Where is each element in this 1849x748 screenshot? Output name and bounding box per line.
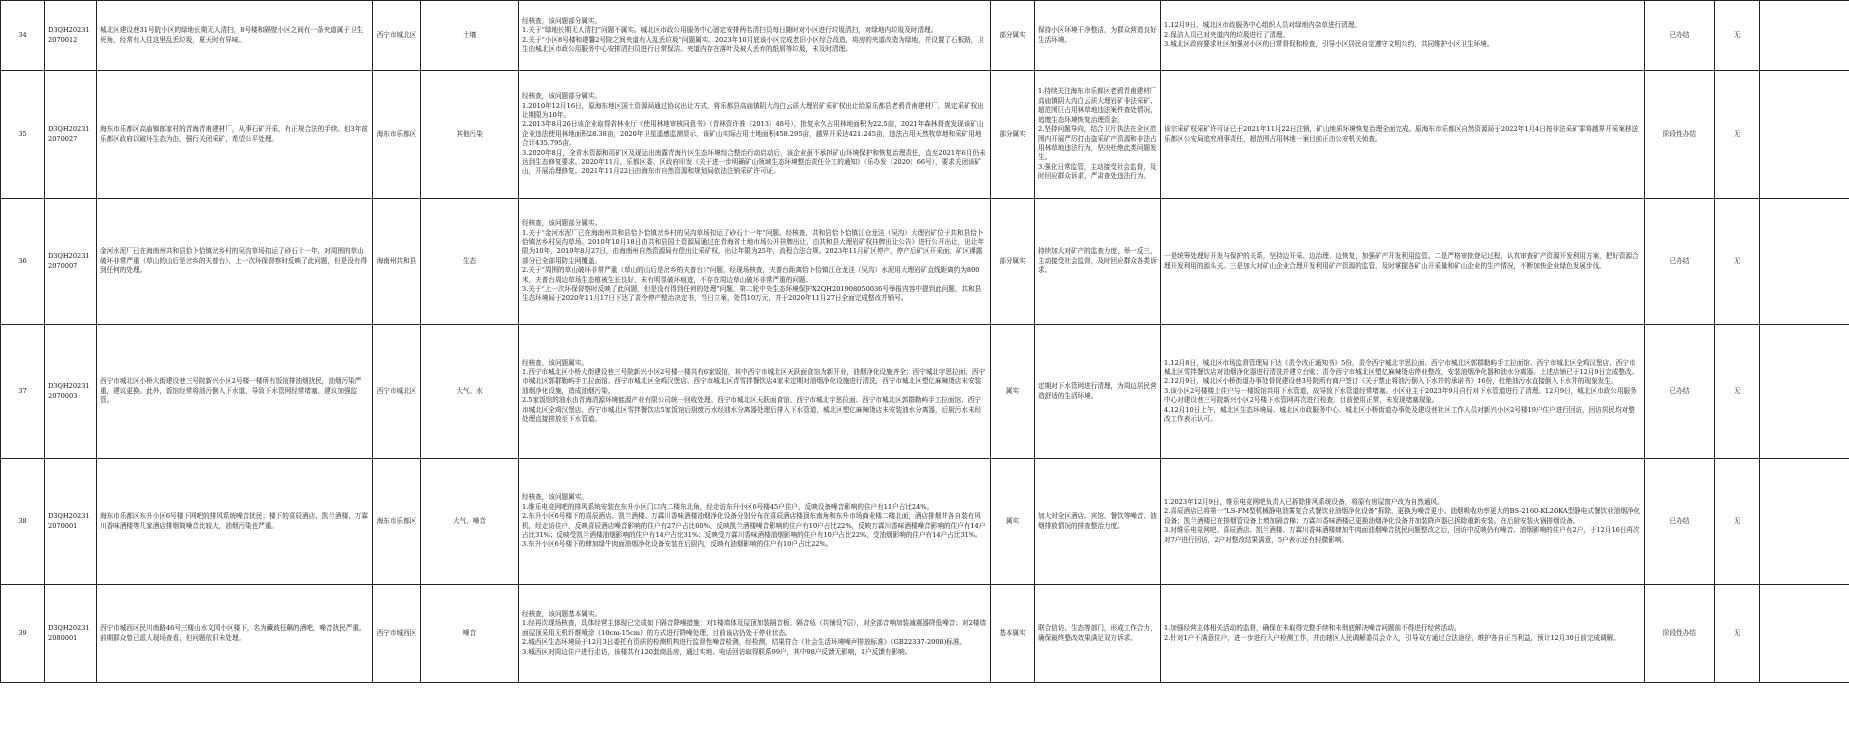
table-row: [1, 71, 1849, 199]
accountability: 无: [1715, 199, 1760, 325]
admin-area: 西宁市城北区: [373, 325, 421, 459]
blank-margin-cell: [1760, 1, 1849, 71]
investigation-findings-line: 2.关于“小区8号楼和建馨2号院之间夹道有人乱丢垃圾”问题属实。2023年10月底该小区完成老旧小区综合改造，将房的夹道改造为绿地，并设置了石板路，卫生由城北区市政公用服务中心安排清扫员进行日常保洁。夹道内存在落叶及被人丢弃的纸屑等垃圾，未及时清理。: [522, 35, 984, 53]
table-row: [1, 325, 1849, 459]
case-code: D3QH202312070007: [45, 199, 97, 325]
admin-area: 西宁市城西区: [373, 585, 421, 683]
investigation-findings: [519, 459, 991, 585]
investigation-findings-line: 经核查，该问题部分属实。: [522, 219, 602, 228]
investigation-findings-line: 2.城西区生态环境局于12月3日委托有资质的检测机构进行监督性噪音检测，经检测，结果符合《社会生活环境噪声排放标准》（GB22337-2008)标准。: [522, 638, 967, 647]
accountability: 无: [1715, 459, 1760, 585]
investigation-findings-line: 1.关于“金河水泥厂已在海南州共和县恰卜恰镇岔乡村的吴沟草场扣运了砂石十一年”问题。经核查，共和县恰卜恰镇江仓龙洼（吴沟）大理岩矿位于共和县恰卜恰镇岔乡村吴沟草场。2010年10月18日由共和县国土资源局通过在青海省土地市场公开挂牌出让，由共和县大理岩矿权挂牌出让公告》进行公开出让，出让年限为10年，2019年8月27日，由海南州自然资源局有偿出让采矿权，出让年限为25年，流程合法合规。2023年11月矿区停产，停产后矿区开采面、矿区裸露部分已全部用防尘网覆盖。: [522, 228, 985, 265]
blank-margin-cell: [1760, 459, 1849, 585]
admin-area: 海南州共和县: [373, 199, 421, 325]
rectification-progress: [1161, 459, 1645, 585]
rectification-progress-line: 2.喜辰酒店已将第一“LS-FM型机械静电油雾复合式餐饮业油烟净化设备”拆除，更换为噪音更小、油烟吸收功率更大的BS-2160-KL20KA型静电式餐饮业油烟净化设备；凯兰酒楼已在排烟管设备上增加隔音棉；万霖川香味酒楼已更换油烟净化设备并加装降声器已拆除重新安装。在后厨安装火锅排烟设备。: [1164, 507, 1641, 525]
measures: 保持小区环境干净整洁，为群众营造良好生活环境。: [1035, 1, 1161, 71]
admin-area: 海东市乐都区: [373, 459, 421, 585]
case-code: D3QH202312070012: [45, 1, 97, 71]
investigation-findings-line: 经核查，该问题属实。: [522, 358, 588, 367]
row-number: 37: [1, 325, 45, 459]
row-number: 39: [1, 585, 45, 683]
status: 阶段性办结: [1645, 71, 1715, 199]
rectification-progress-line: 1.12月9日，城北区市政服务中心组织人员对绿地内杂草进行清理。: [1164, 21, 1361, 30]
table-row: [1, 585, 1849, 683]
investigation-findings-line: 2.东升小区6号楼下的喜辰酒店、凯兰酒楼、万霖川香味酒楼油烟净化设备分别分布在喜辰酒店楼顶东南角和东升市场商业楼二楼北面，酒店排烟并各自装有风机，经走访住户，反映喜辰酒店噪音影响的住户有27户占比60%，反映凯兰酒楼噪音影响的住户有10户占比22%，反映万霖川香味酒楼噪音影响的住户有14户占比31%；反映受凯兰酒楼油烟影响的住户有14户占比31%；反映受万霖川香味酒楼油烟影响的住户有10户占比22%，受油烟影响的住户有14户占比31%。: [522, 512, 986, 539]
investigation-findings: [519, 71, 991, 199]
accountability: 无: [1715, 1, 1760, 71]
investigation-findings-line: 1.经再次现场核查，具体经营主体现已完成如下隔音降噪措施：对1楼墙体及屋顶加装隔音板、隔音毡（共铺设7层），对全部音响加装减震器降低噪音；对2楼墙面屋顶采用无机纤维喷涂（10cm-15cm）的方式进行降噪处理，目前该店仍处于停业状态。: [522, 619, 986, 637]
complaint-content: 城北区建设巷31号院小区的绿地长期无人清扫，8号楼和隔壁小区之间有一条夹道属于卫生死角，经常有人往这里乱丢垃圾，夏天时有异味。: [97, 1, 373, 71]
verdict: 部分属实: [991, 199, 1035, 325]
investigation-findings-line: 1.西宁市城北区小桥大街建设巷三号院新兴小区2号楼一楼共有6家饭馆，其中西宁市城北区天跃面食馆为新开业，油烟净化设施齐全；西宁城北宇思拉面、西宁市城北区郭群勒屿手工拉面馆、西宁市城北区全鸡汉堡店、西宁市城北区青雪拌餐饮店4家未定期对油烟净化设施进行清洗，西宁市城北区塑亿麻辣烫店未安装油烟净化设施，造成油烟污染。: [522, 367, 986, 395]
row-number: 36: [1, 199, 45, 325]
pollution-type: 噪音: [421, 585, 519, 683]
rectification-progress-line: 1.2023年12月9日，维乐电竞网吧负责人已拆除排风系统设备，将原有房屋窗户改为自然通风。: [1164, 497, 1444, 506]
rectification-progress: [1161, 71, 1645, 199]
complaint-content: 西宁市城北区小桥大街建设巷三号院新兴小区2号楼一楼所有饭馆排油烟扰民，油烟污染严重，建议更换。此外，饭馆经常将油污倒入下水道，导致下水管网经常堵塞，建议加强监管。: [97, 325, 373, 459]
table-row: [1, 1, 1849, 71]
rectification-progress: [1161, 199, 1645, 325]
investigation-findings-line: 3.城西区对周边住户进行走访，该楼共有120套商品房，通过实地、电话回访取得联系99户，其中98户反馈无影响，1户反馈有影响。: [522, 647, 912, 656]
investigation-findings-line: 3.2020年8月，全省水资源和用矿区及现运出南露青海片区生态环境综合整治行动启动后，该企业虽不承担矿山环境保护和恢复治理责任，直至2021年6月仍未达到生态修复要求。2020年11月，乐都区委、区政府印发《关于进一步明确矿山领域生态环境整治责任分工的通知》（乐办发〔2020〕66号），要求关闭该矿山，开展治理修复。2021年11月22日由海东市自然资源和规划局依法注销采矿许可证。: [522, 148, 986, 176]
investigation-findings: [519, 585, 991, 683]
rectification-progress: [1161, 585, 1645, 683]
pollution-type: 土壤: [421, 1, 519, 71]
rectification-progress-line: 3.城北区政府要求社区加强对小区的日常督促和检查，引导小区居民自觉遵守文明公约，共同维护小区卫生环境。: [1164, 40, 1494, 49]
blank-margin-cell: [1760, 199, 1849, 325]
measures: 定期对下水管网进行清理，为周边居民营造舒适的生活环境。: [1035, 325, 1161, 459]
complaint-content: 西宁市城西区民川南路46号三楼山水文园小区楼下，名为藏歧狂飙的酒吧，噪音扰民严重。前期群众曾已派人现场查看，但问题依旧未处理。: [97, 585, 373, 683]
blank-margin-cell: [1760, 71, 1849, 199]
table-row: [1, 199, 1849, 325]
rectification-progress-line: 1.12月8日，城北区市场监督管理局下达《责令改正通知书》5份，责令西宁城北宇思拉面、西宁市城北区郭群勒屿手工拉面馆、西宁市城北区全鸡汉堡店、西宁市城北区雪拌餐饮店对油烟净化器进行清洗并建立台账；责令西宁市城北区塑亿麻辣烫店停业整改，安装油烟净化器和油水分离器。上述店铺已于12月9日完成整改。: [1164, 358, 1639, 376]
rectification-progress-line: 3.对维乐电竞网吧、喜辰酒店、凯兰酒楼、万霖川香味酒楼肆加牛肉面油烟噪音扰民问题整改之后，回访中反映仍有噪音、油烟影响的住户有2户，于12月16日再次对7户进行回访，2户对整改结果满意，5户表示还有轻微影响。: [1164, 526, 1640, 544]
complaint-content: 海东市乐都区高庙镇郎家村的青海青甫建材厂，从事石矿开采，有正规合法的手续。但3年前乐都区政府以破坏生态为由，强行关闭采矿，希望公平处理。: [97, 71, 373, 199]
measures: 加大对全区酒店、宾馆、餐饮等噪音、油烟排放情况的排查整治力度。: [1035, 459, 1161, 585]
case-code: D3QH202312070027: [45, 71, 97, 199]
investigation-findings-line: 经核查，该问题部分属实。: [522, 16, 602, 25]
pollution-type: 大气、水: [421, 325, 519, 459]
case-code: D3QH202312080001: [45, 585, 97, 683]
investigation-findings-line: 经核查，该问题基本属实。: [522, 609, 602, 618]
verdict: 属实: [991, 325, 1035, 459]
measures: 持续加大对矿产的监查力度，举一反三，主动接受社会监督，及时回应群众各类诉求。: [1035, 199, 1161, 325]
investigation-findings-line: 1.关于“绿地长期无人清扫”问题不属实。城北区市政公用服务中心固定安排两名清扫员每日随时对小区进行垃圾清扫，对绿地内垃圾及时清理。: [522, 26, 938, 35]
rectification-progress: [1161, 325, 1645, 459]
table-body: [1, 1, 1849, 683]
measures: 联合信访、生态等部门，形成工作合力，确保最终整改效果满足双方诉求。: [1035, 585, 1161, 683]
investigation-findings-line: 经核查，该问题部分属实。: [522, 92, 602, 101]
case-code: D3QH202312070001: [45, 459, 97, 585]
admin-area: 西宁市城北区: [373, 1, 421, 71]
row-number: 35: [1, 71, 45, 199]
rectification-progress-line: 2.12月9日，城北区小桥街道办事处督促建设巷3号院所有商户签订《关于禁止将油污倒入下水井的承诺书》16份，杜绝油污水直接倒入下水井的现象发生。: [1164, 377, 1618, 386]
blank-margin-cell: [1760, 325, 1849, 459]
investigation-findings-line: 经核查，该问题属实。: [522, 493, 588, 502]
investigation-findings-line: 3.关于“上一次环保督察时反映了此问题，但是没有得到任何的处理”问题，第二轮中央生态环境保护X2QH201908050036号举报内容中提到此问题，共和县生态环境局于2020年11月17日下达了责令停产整治决定书，当日立案，处罚10万元，并于2020年11月27日全面完成整改并销号。: [522, 285, 982, 303]
accountability: 无: [1715, 585, 1760, 683]
rectification-progress-line: 2.针对1户不满意住户，进一步进行入户检测工作，并由辖区人民调解委员会介入，引导双方通过合法途径，维护各自正当利益，预计12月30日前完成调解。: [1164, 633, 1620, 642]
rectification-progress: [1161, 1, 1645, 71]
investigation-findings-line: 2.关于“周围的草山破坏非常严重（草山的山后是岔乡的夫普台）”问题，经现场核查，夫普台距离恰卜恰镇江仓龙洼（吴沟）水泥用大理岩矿直线距离约为800米，夫普台周边草场生态植被生长良好，未有明显破坏痕迹，不存在周边草山破坏非常严重的问题。: [522, 266, 980, 284]
case-code: D3QH202312070003: [45, 325, 97, 459]
blank-margin-cell: [1760, 585, 1849, 683]
verdict: 属实: [991, 459, 1035, 585]
measures: 1.持续关注海东市乐都区老鸦青甫建材厂高庙镇阴大沟白云质大理岩矿非法采矿、超范围巨占用林草地违法案件查处情况，追缴生态环境恢复治理资金。 2.坚持问题导向，结合卫片执法在全区范围内开展严厉打击盗采矿产资源和非法占用林草地违法行为，坚决杜绝此类问题发生。 3.强化日常监管，主动接受社会监督，及时回应群众诉求，严肃查处违法行为。: [1035, 71, 1161, 199]
row-number: 34: [1, 1, 45, 71]
investigation-findings-line: 2.5家饭馆的油水由青海清源环境能源产业有限公司统一回收处理。西宁市城北区天跃面食馆、西宁市城北宇思拉面、西宁市城北区郭群勒屿手工拉面馆、西宁市城北区全鸡汉堡店、西宁市城北区雪拌餐饮店5家饭馆后厨废污水经油水分离器处理后排入下水管道，城北区塑亿麻辣烫店未安装油水分离器，后厨污水未经处理直接排放至下水管道。: [522, 396, 982, 424]
complaint-content: 海东市乐都区东升小区6号楼下网吧的排风系统噪音扰民；楼下的喜辰酒店、凯兰酒楼、万霖川香味酒楼等几家酒店排烟简噪音比较大，油烟污染也严重。: [97, 459, 373, 585]
rectification-progress-line: 该宗采矿权采矿许可证已于2021年11月22日注销，矿山地质环境恢复治理全面完成。原海东市乐都区自然资源局于2022年1月4日按非法采矿罪将越界开采案移送乐都区公安局追究刑事责任，超范围占用林地一案目前正由公安机关侦查。: [1164, 125, 1639, 143]
complaint-content: 金河水泥厂已在海南州共和县恰卜恰镇岔乡村的吴沟草场扣运了砂石十一年，对周围的草山破坏非常严重（草山的山后是岔乡的夫普台），上一次环保督察时反映了此问题，但是没有得到任何的处理。: [97, 199, 373, 325]
status: 阶段性办结: [1645, 585, 1715, 683]
status: 已办结: [1645, 325, 1715, 459]
rectification-progress-line: 3.该小区2号楼楼上住户与一楼饭馆共用下水管道，故导致下水管道经常堵塞。小区业主于2023年9月自行对下水管道进行了清理。12月9日，城北区市政公用服务中心对建设巷三号院新兴小区2号楼下水管网再次进行检查，目前使用正常，未发现堵塞现象。: [1164, 386, 1637, 405]
status: 已办结: [1645, 199, 1715, 325]
investigation-findings-line: 1.2010年12月16日，原海东地区国土资源局通过协议出让方式，将乐都县高庙镇阴大沟白云质大理岩矿采矿权出让给原乐都县老鸦青甫建材厂，规定采矿权出让期限为10年。: [522, 101, 984, 119]
investigation-findings: [519, 1, 991, 71]
rectification-progress-line: 一是统筹处理好开发与保护的关系，坚持边开采、边治理、边恢复，加强矿产开发利用监管。二是严格审批登记过程，认真审查矿产资源开发利用方案，把好资源合理开发利用的源头关。三是加大对矿山企业合理开发利用矿产资源的监管，及时掌握各矿山开采量和矿山企业的生产情况，不断加快企业绿色发展步伐。: [1164, 252, 1639, 270]
rectification-progress-line: 4.12月10日上午，城北区生态环境局、城北区市政服务中心、城北区小桥街道办事处及建设巷社区工作人员对新兴小区2号楼19户住户进行回访，回访居民均对整改工作表示认可。: [1164, 405, 1635, 424]
admin-area: 海东市乐都区: [373, 71, 421, 199]
row-number: 38: [1, 459, 45, 585]
table-row: [1, 459, 1849, 585]
verdict: 基本属实: [991, 585, 1035, 683]
pollution-type: 其他污染: [421, 71, 519, 199]
verdict: 部分属实: [991, 1, 1035, 71]
status: 已办结: [1645, 1, 1715, 71]
investigation-findings: [519, 199, 991, 325]
accountability: 无: [1715, 71, 1760, 199]
investigation-findings-line: 1.维乐电竞网吧的排风系统安装在东升小区门口内二楼东北角，经走访东升小区6号楼45户住户，反映设备噪音影响的住户有11户占比24%。: [522, 502, 934, 511]
investigation-findings-line: 3.东升小区6号楼下的肆加绿牛肉面油烟净化设备安装在后厨内，反映有油烟影响的住户有10户占比22%。: [522, 540, 833, 549]
investigation-findings: [519, 325, 991, 459]
accountability: 无: [1715, 325, 1760, 459]
pollution-type: 大气、噪音: [421, 459, 519, 585]
rectification-progress-line: 1.加强经营主体相关活动的监督，确保在未取得完整手续和未彻底解决噪音问题前不得进行经营活动。: [1164, 624, 1461, 633]
pollution-type: 生态: [421, 199, 519, 325]
investigation-findings-line: 2.2013年8月26日该企业取得省林业厅《使用林地审核同意书》（青林资许准〔2013〕48号），批复永久占用林地面积为22.5亩，2021年森林督查发现该矿山企业违法使用林地面积28.38亩，2020年卫星遥感监测显示，该矿山实际占用土地面积458.295亩，越界开采达421.245亩，违法占用天然牧草地和采矿用地合计435.795亩。: [522, 120, 984, 148]
rectification-progress-line: 2.保洁人员已对夹道内的垃圾进行了清理。: [1164, 30, 1289, 39]
status: 已办结: [1645, 459, 1715, 585]
verdict: 部分属实: [991, 71, 1035, 199]
